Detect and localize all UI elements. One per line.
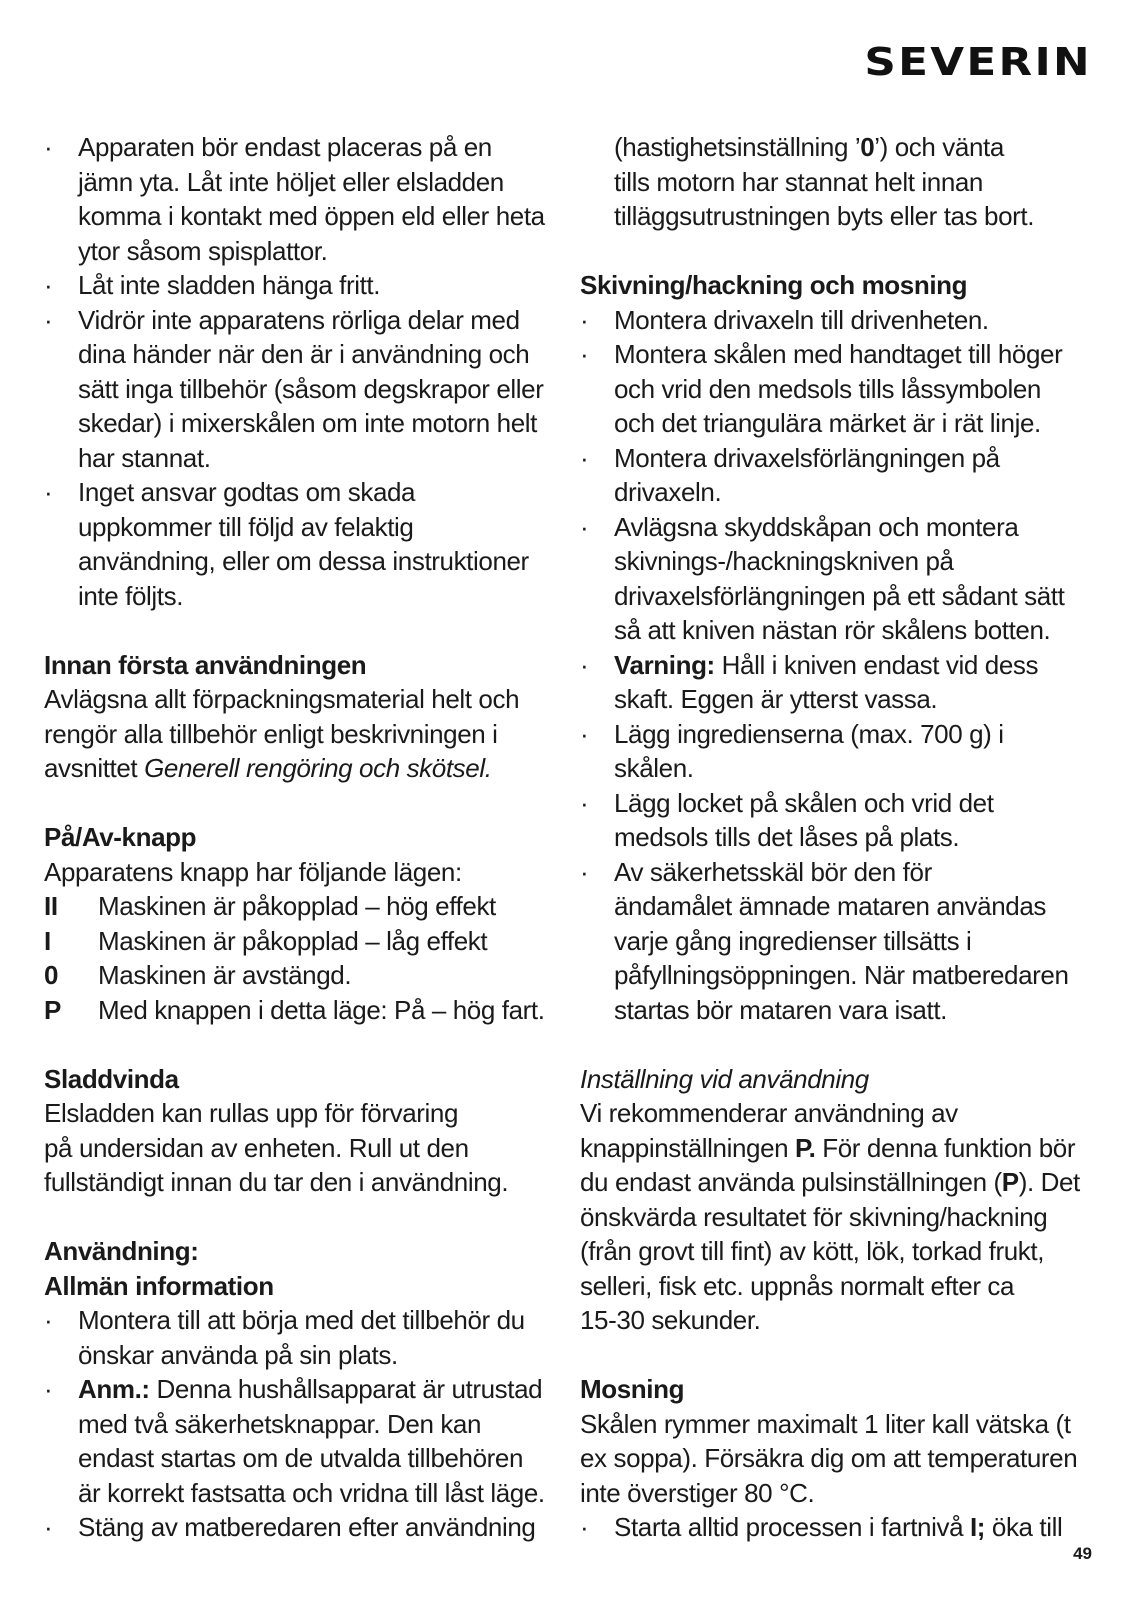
text-line: användning, eller om dessa instruktioner xyxy=(78,546,529,576)
text-line: påfyllningsöppningen. När matberedaren xyxy=(614,960,1069,990)
text-line: har stannat. xyxy=(78,442,211,473)
bullet: · xyxy=(44,304,53,335)
list-item xyxy=(580,648,1095,717)
text-line: Avlägsna skyddskåpan och montera xyxy=(614,511,1019,542)
switch-setting: 0 Maskinen är avstängd. xyxy=(44,960,352,990)
text-line: Montera skålen med handtaget till höger xyxy=(614,339,1063,369)
list-item xyxy=(44,1372,554,1510)
italic-reference: Generell rengöring och skötsel. xyxy=(144,753,492,783)
left-column xyxy=(44,130,554,1545)
switch-setting: P Med knappen i detta läge: På – hög fart. xyxy=(44,994,545,1025)
list-item xyxy=(44,130,554,268)
text-line: Montera drivaxeln till drivenheten. xyxy=(614,304,989,335)
text-line: ex soppa). Försäkra dig om att temperaturen xyxy=(580,1443,1078,1473)
bullet: · xyxy=(580,718,589,749)
switch-setting: I Maskinen är påkopplad – låg effekt xyxy=(44,925,488,956)
list-item xyxy=(580,1510,1095,1545)
text-line: Lägg ingredienserna (max. 700 g) i xyxy=(614,718,1004,749)
bullet: · xyxy=(580,304,589,335)
text-line: dina händer när den är i användning och xyxy=(78,339,530,369)
text-line: ytor såsom spisplattor. xyxy=(78,235,328,266)
text-line: 15-30 sekunder. xyxy=(580,1305,761,1335)
text-line: drivaxeln. xyxy=(614,477,722,507)
bullet: · xyxy=(580,339,589,369)
text-line: Inget ansvar godtas om skada xyxy=(78,477,416,507)
text-line: (från grovt till fint) av kött, lök, torkad frukt, xyxy=(580,1236,1045,1266)
list-item xyxy=(580,717,1095,786)
list-item xyxy=(44,1510,554,1545)
text-line: knappinställningen P. För denna funktion bör xyxy=(580,1132,1076,1163)
text-line: och vrid den medsols tills låssymbolen xyxy=(614,373,1041,404)
text-line: är korrekt fastsatta och vridna till låst läge. xyxy=(78,1477,545,1508)
list-item xyxy=(580,441,1095,510)
section-heading: På/Av-knapp xyxy=(44,822,197,852)
text-line: ändamålet ämnade mataren användas xyxy=(614,891,1046,921)
bullet: · xyxy=(580,649,589,680)
bullet: · xyxy=(580,1512,589,1542)
bullet: · xyxy=(44,477,53,507)
list-item xyxy=(44,303,554,476)
section-heading: Innan första användningen xyxy=(44,649,367,680)
text-line: skaft. Eggen är ytterst vassa. xyxy=(614,684,938,714)
text-line: skedar) i mixerskålen om inte motorn helt xyxy=(78,408,538,438)
text-line: Anm.: Denna hushållsapparat är utrustad xyxy=(78,1374,543,1404)
text-line: skålen. xyxy=(614,753,694,783)
text-line: endast startas om de utvalda tillbehören xyxy=(78,1443,524,1473)
text-line: jämn yta. Låt inte höljet eller elsladden xyxy=(78,166,504,197)
text-line: avsnittet Generell rengöring och skötsel. xyxy=(44,753,492,783)
list-item xyxy=(44,1303,554,1372)
bullet: · xyxy=(44,1305,53,1335)
text-line: du endast använda pulsinställningen (P). Det xyxy=(580,1167,1080,1197)
list-item xyxy=(580,786,1095,855)
bullet: · xyxy=(580,787,589,818)
text-line: tills motorn har stannat helt innan xyxy=(614,166,983,197)
text-line: tilläggsutrustningen byts eller tas bort. xyxy=(614,201,1035,231)
page-number: 49 xyxy=(1073,1544,1092,1563)
list-item xyxy=(580,855,1095,1028)
text-line: rengör alla tillbehör enligt beskrivningen i xyxy=(44,718,498,749)
text-line: Starta alltid processen i fartnivå I; öka till xyxy=(614,1512,1063,1542)
bullet: · xyxy=(44,1512,53,1542)
text-line: Låt inte sladden hänga fritt. xyxy=(78,270,381,300)
italic-subheading: Inställning vid användning xyxy=(580,1063,869,1094)
text-line: Varning: Håll i kniven endast vid dess xyxy=(614,649,1039,680)
switch-setting: II Maskinen är påkopplad – hög effekt xyxy=(44,891,496,921)
text-line: (hastighetsinställning ’0’) och vänta xyxy=(614,132,1004,162)
text-line: Skålen rymmer maximalt 1 liter kall vätska (t xyxy=(580,1408,1071,1439)
list-item xyxy=(44,268,554,303)
text-line: selleri, fisk etc. uppnås normalt efter ca xyxy=(580,1270,1015,1301)
text-line: Montera drivaxelsförlängningen på xyxy=(614,442,1000,473)
text-line: varje gång ingredienser tillsätts i xyxy=(614,925,972,956)
text-line: önskvärda resultatet för skivning/hackning xyxy=(580,1201,1048,1232)
list-item xyxy=(580,337,1095,441)
text-line: Apparatens knapp har följande lägen: xyxy=(44,856,462,887)
text-line: Stäng av matberedaren efter användning xyxy=(78,1512,536,1542)
text-line: medsols tills det låses på plats. xyxy=(614,822,960,852)
text-line: inte följts. xyxy=(78,580,184,611)
list-item xyxy=(44,475,554,613)
text-line: Vi rekommenderar användning av xyxy=(580,1098,958,1128)
brand-logo: SEVERIN xyxy=(864,40,1092,84)
text-line: Lägg locket på skålen och vrid det xyxy=(614,787,994,818)
text-line: Elsladden kan rullas upp för förvaring xyxy=(44,1098,459,1128)
text-line: med två säkerhetsknappar. Den kan xyxy=(78,1408,482,1439)
text-line: skivnings-/hackningskniven på xyxy=(614,546,954,576)
section-heading: Sladdvinda xyxy=(44,1063,179,1094)
text-line: drivaxelsförlängningen på ett sådant sätt xyxy=(614,580,1065,611)
text-line: Apparaten bör endast placeras på en xyxy=(78,132,492,162)
text-line: sätt inga tillbehör (såsom degskrapor eller xyxy=(78,373,544,404)
text-line: önskar använda på sin plats. xyxy=(78,1339,398,1370)
bullet: · xyxy=(580,511,589,542)
section-heading: Mosning xyxy=(580,1374,685,1404)
text-line: inte överstiger 80 °C. xyxy=(580,1477,815,1508)
text-line: uppkommer till följd av felaktig xyxy=(78,511,414,542)
text-line: och det triangulära märket är i rät linje. xyxy=(614,408,1041,438)
bullet: · xyxy=(44,132,53,162)
bullet: · xyxy=(44,270,53,300)
section-subheading: Allmän information xyxy=(44,1270,274,1301)
text-line: så att kniven nästan rör skålens botten. xyxy=(614,615,1051,645)
text-line: komma i kontakt med öppen eld eller heta xyxy=(78,201,545,231)
text-line: Montera till att börja med det tillbehör du xyxy=(78,1305,525,1335)
bullet: · xyxy=(580,856,589,887)
bullet: · xyxy=(44,1374,53,1404)
list-item-continued xyxy=(580,130,1095,234)
text-line: Av säkerhetsskäl bör den för xyxy=(614,856,932,887)
text-line: Avlägsna allt förpackningsmaterial helt och xyxy=(44,684,520,714)
bullet: · xyxy=(580,442,589,473)
right-column xyxy=(580,130,1095,1545)
text-line: på undersidan av enheten. Rull ut den xyxy=(44,1132,469,1163)
text-line: startas bör mataren vara isatt. xyxy=(614,994,947,1025)
text-line: Vidrör inte apparatens rörliga delar med xyxy=(78,304,520,335)
list-item xyxy=(580,303,1095,338)
section-heading: Användning: xyxy=(44,1236,199,1266)
section-heading: Skivning/hackning och mosning xyxy=(580,270,968,300)
list-item xyxy=(580,510,1095,648)
text-line: fullständigt innan du tar den i användning. xyxy=(44,1167,509,1197)
